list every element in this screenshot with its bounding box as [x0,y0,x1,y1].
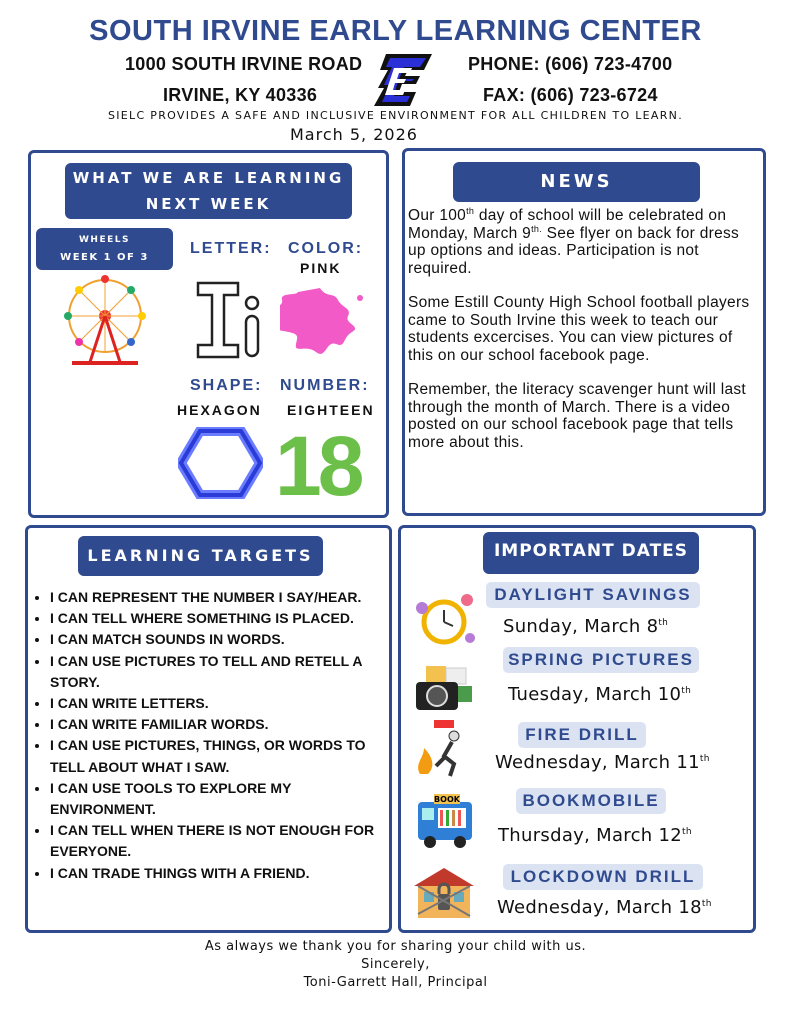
event-name: BOOKMOBILE [516,788,666,814]
number-value: EIGHTEEN [287,402,375,418]
target-item: • I CAN USE TOOLS TO EXPLORE MY ENVIRONMENT. [50,778,389,820]
letter-i-tracing-icon [190,268,275,373]
color-label: COLOR: [288,240,364,257]
letter-label: LETTER: [190,240,272,257]
footer-sincerely: Sincerely, [361,957,430,972]
targets-list [34,587,389,884]
target-item: • I CAN USE PICTURES, THINGS, OR WORDS TO TELL ABOUT WHAT I SAW. [50,735,389,777]
footer-thanks: As always we thank you for sharing your child with us. [204,939,587,954]
number-label: NUMBER: [280,377,370,394]
targets-title: LEARNING TARGETS [78,536,323,576]
alarm-clock-icon [412,588,476,652]
learning-title [65,163,352,219]
event-date: Wednesday, March 11th [495,752,710,773]
phone: PHONE: (606) 723-4700 [468,54,673,74]
book-badge: BOOK [434,795,460,804]
hexagon-icon [178,427,263,503]
theme-week: WEEK 1 OF 3 [60,252,149,263]
shape-value: HEXAGON [177,402,262,418]
event-name: SPRING PICTURES [503,647,699,673]
fax: FAX: (606) 723-6724 [483,85,658,105]
news-paragraph: Some Estill County High School football players came to South Irvine this week to teach our students excercises. You can view pictures of this on our school facebook page. [408,294,750,364]
dates-title: IMPORTANT DATES [483,532,699,574]
event-date: Wednesday, March 18th [497,897,712,918]
target-item: • I CAN TELL WHERE SOMETHING IS PLACED. [50,608,389,629]
event-date: Tuesday, March 10th [508,684,692,705]
ferris-wheel-icon [60,274,150,373]
address-line2: IRVINE, KY 40336 [163,85,318,105]
theme-name: WHEELS [79,235,130,245]
number-18: 18 [275,419,361,513]
learning-title-line2: NEXT WEEK [145,195,272,213]
event-date: Thursday, March 12th [498,825,692,846]
target-item: • I CAN TRADE THINGS WITH A FRIEND. [50,863,389,884]
learning-title-line1: WHAT WE ARE LEARNING [72,169,345,187]
pink-splash-icon [280,278,370,367]
address-line1: 1000 SOUTH IRVINE ROAD [125,54,363,74]
target-item: • I CAN WRITE FAMILIAR WORDS. [50,714,389,735]
event-name: LOCKDOWN DRILL [503,864,703,890]
newsletter-date: March 5, 2026 [290,125,418,144]
event-name: DAYLIGHT SAVINGS [486,582,700,608]
event-date: Sunday, March 8th [503,616,669,637]
fire-exit-icon [412,718,476,782]
news-body [408,207,760,468]
news-paragraph: Remember, the literacy scavenger hunt will last through the month of March. There is a video posted on our school facebook page that tells more about this. [408,381,747,451]
bookmobile-icon [412,790,476,854]
target-item: • I CAN USE PICTURES TO TELL AND RETELL A STORY. [50,651,389,693]
mission-statement: SIELC PROVIDES A SAFE AND INCLUSIVE ENVIRONMENT FOR ALL CHILDREN TO LEARN. [107,109,684,122]
theme-badge [36,228,173,270]
shape-label: SHAPE: [190,377,263,394]
news-title: NEWS [453,162,700,202]
news-paragraph: Our 100th day of school will be celebrated on Monday, March $9^{th.}$ See flyer on back for dress up options and ideas. Participation is not required. [408,205,740,277]
target-item: • I CAN REPRESENT THE NUMBER I SAY/HEAR. [50,587,389,608]
camera-icon [412,660,476,724]
school-logo [372,52,434,108]
school-name: SOUTH IRVINE EARLY LEARNING CENTER [89,15,702,47]
event-name: FIRE DRILL [518,722,646,748]
color-value: PINK [300,260,342,276]
locked-school-icon [412,864,476,928]
target-item: • I CAN WRITE LETTERS. [50,693,389,714]
target-item: • I CAN MATCH SOUNDS IN WORDS. [50,629,389,650]
target-item: • I CAN TELL WHEN THERE IS NOT ENOUGH FOR EVERYONE. [50,820,389,862]
footer-signature: Toni-Garrett Hall, Principal [303,975,488,990]
